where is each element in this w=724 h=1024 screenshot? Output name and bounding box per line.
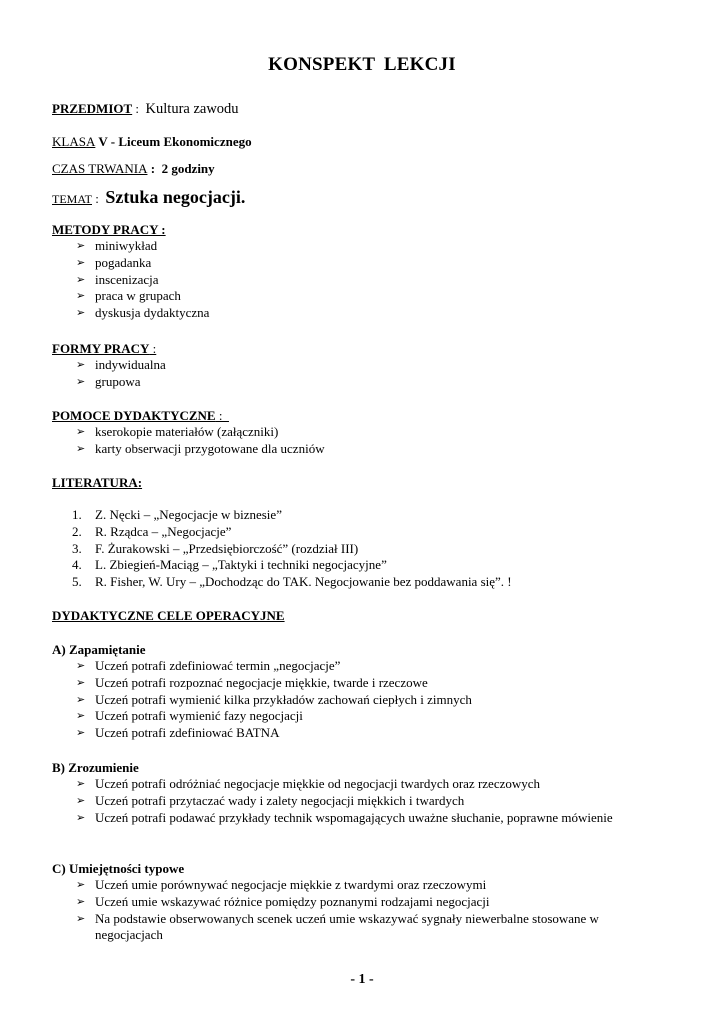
czas-label: CZAS TRWANIA bbox=[52, 161, 148, 176]
arrow-bullet-icon: ➢ bbox=[76, 911, 86, 925]
list-item: ➢ Uczeń umie wskazywać różnice pomiędzy poznanymi rodzajami negocjacji bbox=[76, 893, 490, 909]
przedmiot-value: Kultura zawodu bbox=[145, 101, 239, 117]
list-item: ➢ kserokopie materiałów (załączniki) bbox=[76, 424, 279, 439]
przedmiot-label: PRZEDMIOT bbox=[52, 101, 133, 116]
list-item: ➢ inscenizacja bbox=[76, 271, 159, 287]
arrow-bullet-icon: ➢ bbox=[76, 878, 86, 891]
umiejetnosci-list bbox=[76, 877, 666, 944]
list-item: 1. Z. Nęcki – „Negocjacje w biznesie” bbox=[72, 507, 282, 522]
list-item: ➢ Uczeń potrafi zdefiniować BATNA bbox=[76, 725, 280, 741]
arrow-bullet-icon: ➢ bbox=[76, 793, 86, 807]
list-item: ➢ miniwykład bbox=[76, 238, 158, 253]
literatura-heading-line bbox=[52, 474, 142, 492]
pomoce-heading-tail: : bbox=[215, 408, 229, 423]
list-item: ➢ karty obserwacji przygotowane dla uczniów bbox=[76, 440, 325, 456]
arrow-bullet-icon: ➢ bbox=[76, 894, 86, 908]
arrow-bullet-icon: ➢ bbox=[76, 306, 86, 320]
literatura-heading-tail: : bbox=[137, 475, 143, 490]
list-item: ➢ Na podstawie obserwowanych scenek uczeń umie wskazywać sygnały niewerbalne stosowane w negocjacjach bbox=[76, 910, 599, 943]
metody-list bbox=[76, 238, 209, 322]
pomoce-heading-line bbox=[52, 407, 229, 425]
page-title: KONSPEKT LEKCJI bbox=[268, 54, 456, 75]
list-item: ➢ Uczeń potrafi rozpoznać negocjacje miękkie, twarde i rzeczowe bbox=[76, 674, 428, 690]
pomoce-list bbox=[76, 424, 325, 458]
arrow-bullet-icon: ➢ bbox=[76, 659, 86, 672]
temat-value: Sztuka negocjacji. bbox=[105, 187, 246, 207]
list-item: ➢ Uczeń potrafi przytaczać wady i zalety negocjacji miękkich i twardych bbox=[76, 792, 465, 808]
czas-sep: : bbox=[147, 161, 162, 176]
zrozumienie-heading: B) Zrozumienie bbox=[52, 760, 139, 775]
arrow-bullet-icon: ➢ bbox=[76, 425, 86, 438]
list-item: ➢ praca w grupach bbox=[76, 288, 181, 304]
przedmiot-sep: : bbox=[132, 101, 146, 116]
temat-line bbox=[52, 187, 245, 208]
temat-label: TEMAT bbox=[52, 192, 92, 206]
formy-heading: FORMY PRACY bbox=[52, 341, 150, 356]
list-item: ➢ indywidualna bbox=[76, 357, 166, 372]
czas-value: 2 godziny bbox=[161, 161, 215, 176]
klasa-line bbox=[52, 133, 252, 151]
list-item: ➢ Uczeń potrafi odróżniać negocjacje miękkie od negocjacji twardych oraz rzeczowych bbox=[76, 776, 541, 791]
formy-heading-line bbox=[52, 340, 156, 358]
literatura-list bbox=[72, 507, 512, 591]
arrow-bullet-icon: ➢ bbox=[76, 358, 86, 371]
pomoce-heading: POMOCE DYDAKTYCZNE bbox=[52, 408, 216, 423]
przedmiot-line bbox=[52, 100, 239, 118]
formy-heading-tail: : bbox=[149, 341, 157, 356]
page-number: - 1 - bbox=[350, 972, 374, 987]
list-item: ➢ pogadanka bbox=[76, 254, 152, 270]
list-item: ➢ Uczeń potrafi podawać przykłady technik wspomagających uważne słuchanie, poprawne mówienie bbox=[76, 809, 613, 825]
arrow-bullet-icon: ➢ bbox=[76, 726, 86, 740]
arrow-bullet-icon: ➢ bbox=[76, 810, 86, 824]
metody-heading: METODY PRACY : bbox=[52, 222, 166, 237]
arrow-bullet-icon: ➢ bbox=[76, 709, 86, 723]
zapamietanie-heading: A) Zapamiętanie bbox=[52, 642, 146, 657]
arrow-bullet-icon: ➢ bbox=[76, 374, 86, 388]
arrow-bullet-icon: ➢ bbox=[76, 692, 86, 706]
arrow-bullet-icon: ➢ bbox=[76, 441, 86, 455]
klasa-value: V - Liceum Ekonomicznego bbox=[95, 134, 252, 149]
list-item: ➢ grupowa bbox=[76, 373, 141, 389]
arrow-bullet-icon: ➢ bbox=[76, 675, 86, 689]
umiejetnosci-heading: C) Umiejętności typowe bbox=[52, 861, 185, 876]
arrow-bullet-icon: ➢ bbox=[76, 289, 86, 303]
arrow-bullet-icon: ➢ bbox=[76, 777, 86, 790]
klasa-label: KLASA bbox=[52, 134, 96, 149]
cele-heading: DYDAKTYCZNE CELE OPERACYJNE bbox=[52, 608, 285, 623]
arrow-bullet-icon: ➢ bbox=[76, 272, 86, 286]
temat-sep: : bbox=[92, 191, 106, 206]
list-item: ➢ Uczeń potrafi wymienić kilka przykładów zachowań ciepłych i zimnych bbox=[76, 691, 472, 707]
arrow-bullet-icon: ➢ bbox=[76, 239, 86, 252]
list-item: ➢ Uczeń potrafi wymienić fazy negocjacji bbox=[76, 708, 303, 724]
literatura-heading: LITERATURA bbox=[52, 475, 138, 490]
list-item: 3. F. Żurakowski – „Przedsiębiorczość” (rozdział III) bbox=[72, 540, 359, 556]
arrow-bullet-icon: ➢ bbox=[76, 255, 86, 269]
formy-list bbox=[76, 357, 166, 391]
list-item: ➢ Uczeń potrafi zdefiniować termin „negocjacje” bbox=[76, 658, 341, 673]
list-item: 4. L. Zbiegień-Maciąg – „Taktyki i techniki negocjacyjne” bbox=[72, 557, 387, 573]
list-item: 5. R. Fisher, W. Ury – „Dochodząc do TAK. Negocjowanie bez poddawania się”. ! bbox=[72, 574, 512, 590]
czas-line bbox=[52, 160, 215, 178]
list-item: ➢ Uczeń umie porównywać negocjacje miękkie z twardymi oraz rzeczowymi bbox=[76, 877, 487, 892]
list-item: 2. R. Rządca – „Negocjacje” bbox=[72, 523, 232, 539]
list-item: ➢ dyskusja dydaktyczna bbox=[76, 305, 210, 321]
zrozumienie-list bbox=[76, 776, 646, 826]
zapamietanie-list bbox=[76, 658, 472, 742]
